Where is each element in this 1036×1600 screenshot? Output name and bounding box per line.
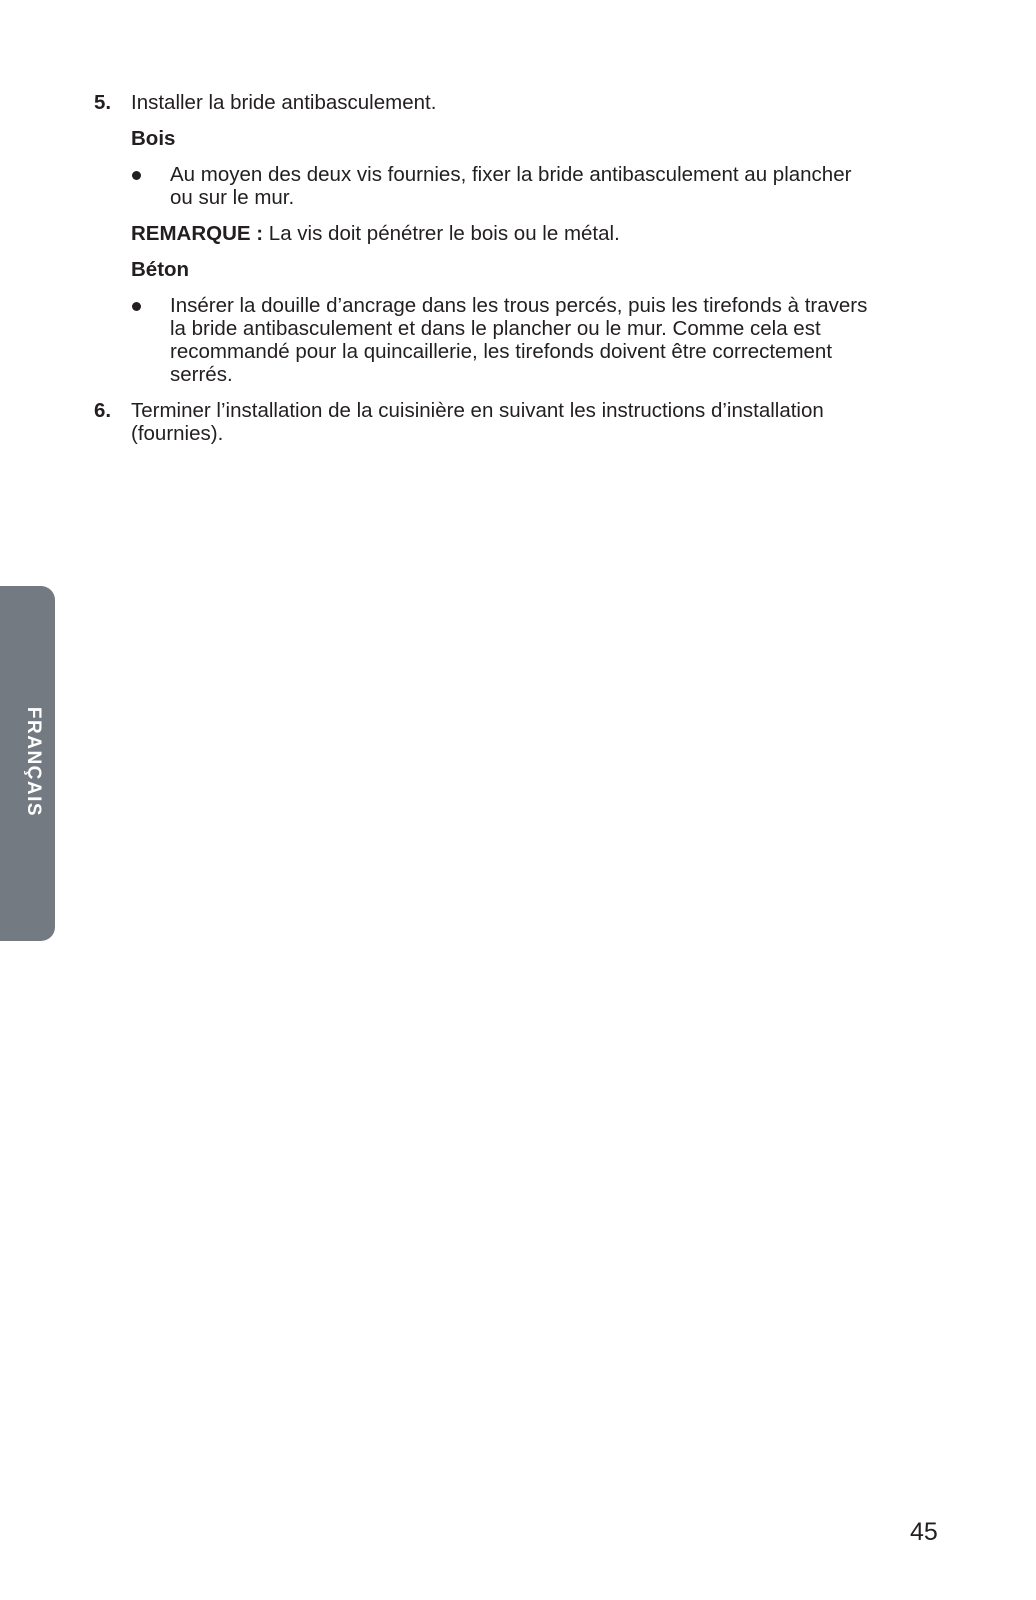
wood-bullet-line: Au moyen des deux vis fournies, fixer la bride antibasculement au plancher: [170, 163, 852, 186]
step-5-number: 5.: [94, 91, 112, 114]
note-label: REMARQUE :: [131, 222, 264, 245]
note-paragraph: [131, 222, 620, 245]
language-tab-label: FRANÇAIS: [23, 706, 44, 818]
wood-bullet-line: ou sur le mur.: [170, 186, 295, 209]
page-number: 45: [910, 1518, 938, 1546]
wood-heading: Bois: [131, 127, 176, 150]
concrete-bullet-line: recommandé pour la quincaillerie, les tirefonds doivent être correctement: [170, 340, 833, 363]
concrete-heading: Béton: [131, 258, 190, 281]
step-5-text: Installer la bride antibasculement.: [131, 91, 437, 114]
note-text: La vis doit pénétrer le bois ou le métal.: [263, 222, 620, 245]
bullet-icon: [132, 171, 141, 180]
step-6-text-line: Terminer l’installation de la cuisinière en suivant les instructions d’installation: [131, 399, 824, 422]
bullet-icon: [132, 302, 141, 311]
concrete-bullet-line: serrés.: [170, 363, 233, 386]
concrete-bullet-line: la bride antibasculement et dans le plancher ou le mur. Comme cela est: [170, 317, 821, 340]
step-6-number: 6.: [94, 399, 112, 422]
step-6-text-line: (fournies).: [131, 422, 224, 445]
concrete-bullet-line: Insérer la douille d’ancrage dans les trous percés, puis les tirefonds à travers: [170, 294, 868, 317]
